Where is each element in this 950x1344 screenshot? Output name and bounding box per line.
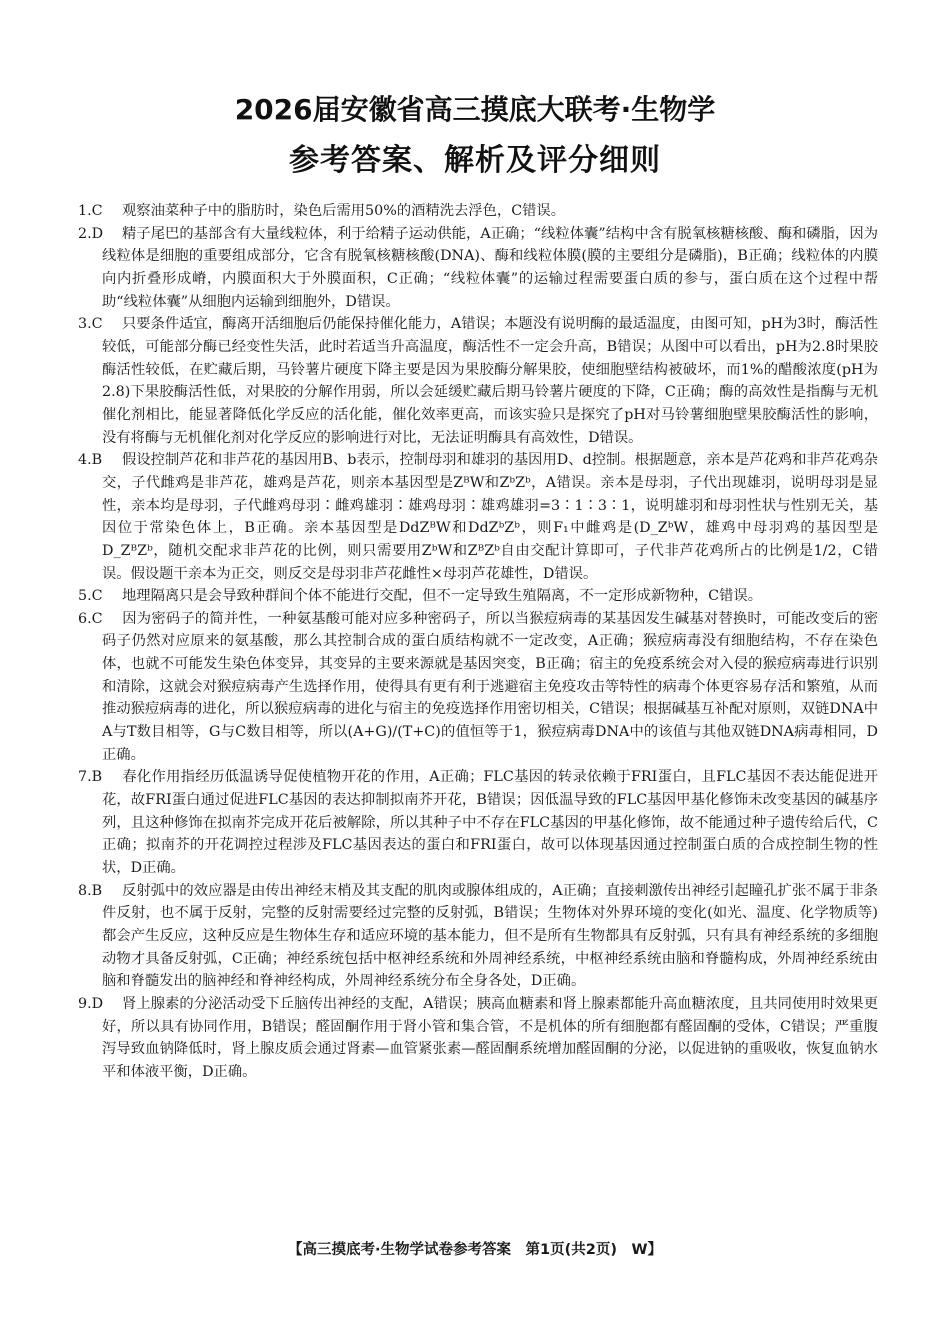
answer-explanation: 因为密码子的简并性，一种氨基酸可能对应多种密码子，所以当猴痘病毒的某基因发生碱基对替换时，可能改变后的密码子仍然对应原来的氨基酸，那么其控制合成的蛋白质结构就不一定改变，A正确；猴痘病毒没有细胞结构，不存在染色体，也就不可能发生染色体变异，其变异的主要来源就是基因突变，B正确；宿主的免疫系统会对入侵的猴痘病毒进行识别和清除，这就会对猴痘病毒产生选择作用，使得具有更有利于逃避宿主免疫攻击等特性的病毒个体更容易存活和繁殖，从而推动猴痘病毒的进化，所以猴痘病毒的进化与宿主的免疫选择作用密切相关，C错误；根据碱基互补配对原则，双链DNA中A与T数目相等，G与C数目相等，所以(A+G)/(T+C)的值恒等于1，猴痘病毒DNA中的该值与其他双链DNA病毒相同，D正确。 — [102, 610, 878, 763]
answer-explanation: 肾上腺素的分泌活动受下丘脑传出神经的支配，A错误；胰高血糖素和肾上腺素都能升高血糖浓度，且共同使用时效果更好，所以具有协同作用，B错误；醛固酮作用于肾小管和集合管，不是机体的所有细胞都有醛固酮的受体，C错误；严重腹泻导致血钠降低时，肾上腺皮质会通过肾素—血管紧张素—醛固酮系统增加醛固酮的分泌，以促进钠的重吸收，恢复血钠水平和体液平衡，D正确。 — [102, 995, 878, 1080]
document-title: 2026届安徽省高三摸底大联考·生物学 — [234, 93, 716, 126]
answer-number: 3.C — [78, 316, 103, 333]
answer-number: 5.C — [78, 588, 103, 605]
answer-number: 6.C — [78, 610, 103, 627]
answer-item-8 — [78, 880, 878, 993]
answer-number: 8.B — [78, 882, 103, 899]
answer-item-1 — [78, 200, 878, 223]
answer-number: 9.D — [78, 995, 104, 1012]
answer-explanation: 观察油菜种子中的脂肪时，染色后需用50%的酒精洗去浮色，C错误。 — [122, 203, 566, 219]
answer-number: 4.B — [78, 452, 103, 469]
answer-explanation: 地理隔离只是会导致种群间个体不能进行交配，但不一定导致生殖隔离，不一定形成新物种，C错误。 — [122, 588, 762, 605]
answer-list — [78, 200, 878, 1084]
answer-explanation: 精子尾巴的基部含有大量线粒体，利于给精子运动供能，A正确；“线粒体囊”结构中含有脱氧核糖核酸、酶和磷脂，因为线粒体是细胞的重要组成部分，它含有脱氧核糖核酸(DNA)、酶和线粒体膜(膜的主要组分是磷脂)，B正确；线粒体的内膜向内折叠形成嵴，内膜面积大于外膜面积，C正确；“线粒体囊”的运输过程需要蛋白质的参与，蛋白质在这个过程中帮助“线粒体囊”从细胞内运输到细胞外，D错误。 — [102, 225, 878, 310]
answer-explanation: 只要条件适宜，酶离开活细胞后仍能保持催化能力，A错误；本题没有说明酶的最适温度，由图可知，pH为3时，酶活性较低，可能部分酶已经变性失活，此时若适当升高温度，酶活性不一定会升高，B错误；从图中可以看出，pH为2.8时果胶酶活性较低，在贮藏后期，马铃薯片硬度下降主要是因为果胶酶分解果胶，使细胞壁结构被破坏，而1%的醋酸浓度(pH为2.8)下果胶酶活性低，对果胶的分解作用弱，所以会延缓贮藏后期马铃薯片硬度的下降，C正确；酶的高效性是指酶与无机催化剂相比，能显著降低化学反应的活化能，催化效率更高，而该实验只是探究了pH对马铃薯细胞壁果胶酶活性的影响，没有将酶与无机催化剂对化学反应的影响进行对比，无法证明酶具有高效性，D错误。 — [102, 316, 878, 446]
answer-item-3 — [78, 313, 878, 449]
answer-number: 2.D — [78, 225, 104, 242]
answer-item-2 — [78, 223, 878, 314]
answer-item-7 — [78, 766, 878, 879]
answer-item-6 — [78, 608, 878, 767]
answer-explanation: 反射弧中的效应器是由传出神经末梢及其支配的肌肉或腺体组成的，A正确；直接刺激传出神经引起瞳孔扩张不属于非条件反射，也不属于反射，完整的反射需要经过完整的反射弧，B错误；生物体对外界环境的变化(如光、温度、化学物质等)都会产生反应，这种反应是生物体生存和适应环境的基本能力，但不是所有生物都具有反射弧，只有具有神经系统的多细胞动物才具备反射弧，C正确；神经系统包括中枢神经系统和外周神经系统，中枢神经系统由脑和脊髓构成，外周神经系统由脑和脊髓发出的脑神经和脊神经构成，外周神经系统分布全身各处，D正确。 — [102, 882, 878, 990]
answer-number: 7.B — [78, 769, 103, 786]
answer-item-5 — [78, 585, 878, 608]
page-footer: 【高三摸底考·生物学试卷参考答案 第1页(共2页) W】 — [288, 1242, 662, 1258]
document-subtitle: 参考答案、解析及评分细则 — [289, 143, 661, 178]
answer-explanation: 春化作用指经历低温诱导促使植物开花的作用，A正确；FLC基因的转录依赖于FRI蛋白，且FLC基因不表达能促进开花，故FRI蛋白通过促进FLC基因的表达抑制拟南芥开花，B错误；因低温导致的FLC基因甲基化修饰未改变基因的碱基序列，且这种修饰在拟南芥完成开花后被解除，所以其种子中不存在FLC基因的甲基化修饰，故不能通过种子遗传给后代，C正确；拟南芥的开花调控过程涉及FLC基因表达的蛋白和FRI蛋白，故可以体现基因通过控制蛋白质的合成控制生物的性状，D正确。 — [102, 769, 878, 877]
answer-item-4 — [78, 449, 878, 585]
answer-number: 1.C — [78, 203, 103, 219]
answer-explanation: 假设控制芦花和非芦花的基因用B、b表示，控制母羽和雄羽的基因用D、d控制。根据题意，亲本是芦花鸡和非芦花鸡杂交，子代雌鸡是非芦花，雄鸡是芦花，则亲本基因型是ZᴮW和ZᵇZᵇ，A错误。亲本是母羽，子代出现雄羽，说明母羽是显性，亲本均是母羽，子代雌鸡母羽∶雌鸡雄羽∶雄鸡母羽∶雄鸡雄羽=3∶1∶3∶1，说明雄羽和母羽性状与性别无关，基因位于常染色体上，B正确。亲本基因型是DdZᴮW和DdZᵇZᵇ，则F₁中雌鸡是(D_ZᵇW，雄鸡中母羽鸡的基因型是D_ZᴮZᵇ，随机交配求非芦花的比例，则只需要用ZᵇW和ZᴮZᵇ自由交配计算即可，子代非芦花鸡所占的比例是1/2，C错误。假设题干亲本为正交，则反交是母羽非芦花雌性×母羽芦花雄性，D错误。 — [102, 452, 878, 582]
answer-item-9 — [78, 993, 878, 1084]
